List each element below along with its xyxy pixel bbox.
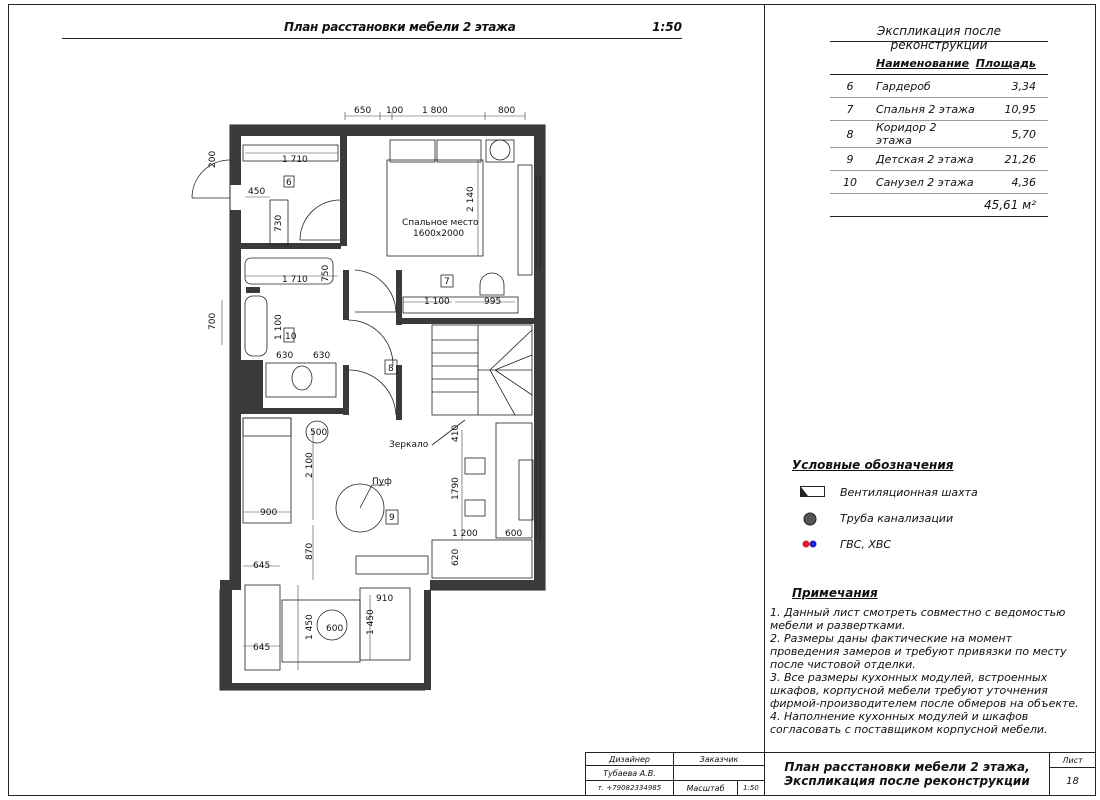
row-num: 6 [830, 75, 870, 98]
plant [490, 140, 510, 160]
room-8: 8 [388, 364, 394, 374]
door-swing-10 [348, 320, 393, 365]
row-area: 21,26 [976, 148, 1048, 171]
note-item: 3. Все размеры кухонных модулей, встроенных шкафов, корпусной мебели требуют уточнения фирмой-производителем после обмеров на объекте. [770, 671, 1079, 710]
dim-600a: 600 [505, 529, 523, 539]
legend-label: Вентиляционная шахта [840, 486, 978, 499]
row-num: 10 [830, 171, 870, 194]
dim-top-800: 800 [498, 106, 516, 116]
dim-630b: 630 [313, 351, 331, 361]
bed-label: Спальное место [402, 218, 479, 228]
bed-size: 1600х2000 [413, 229, 465, 239]
sheet-number: 18 [1049, 767, 1096, 796]
balcony-sofa [245, 585, 280, 670]
sheet-label: Лист [1049, 752, 1096, 768]
door-swing-6 [300, 200, 340, 240]
vent-shaft [246, 287, 260, 293]
chair [480, 273, 504, 295]
row-area: 3,34 [976, 75, 1048, 98]
door-swing-8 [355, 270, 396, 312]
dim-870: 870 [305, 542, 315, 560]
wardrobe-closet [518, 165, 532, 275]
wall-left-lower [220, 580, 232, 690]
room-7: 7 [444, 277, 450, 287]
table-row [830, 171, 1048, 194]
dim-645a: 645 [253, 561, 271, 571]
pillow [437, 140, 481, 162]
legend-title: Условные обозначения [792, 458, 954, 472]
explication-table [830, 52, 1048, 217]
sheet-title: План расстановки мебели 2 этажа, Экспликация после реконструкции [764, 752, 1050, 796]
dim-1790: 1790 [451, 477, 461, 500]
wall-int-6 [343, 365, 349, 415]
dim-1450b: 1 450 [366, 609, 376, 635]
wall-int-5 [396, 318, 534, 324]
dim-500: 500 [310, 428, 328, 438]
note-item: 2. Размеры даны фактические на момент проведения замеров и требуют привязки по месту после чистовой отделки. [770, 632, 1067, 671]
total-area: 45,61 м² [976, 194, 1048, 217]
sheet-divider [764, 4, 765, 796]
shower-tray [245, 296, 267, 356]
vent-shaft-icon [800, 486, 826, 498]
wall-bottom [220, 683, 430, 690]
explication-title: Экспликация после реконструкции [830, 24, 1048, 42]
desk-cabinet [496, 423, 532, 538]
dim-645b: 645 [253, 643, 271, 653]
outer-wall [220, 125, 545, 690]
dim-1100a: 1 100 [274, 314, 284, 340]
dim-top-650: 650 [354, 106, 372, 116]
wall-balcony-right [424, 590, 431, 690]
dim-910: 910 [376, 594, 394, 604]
wall-top [230, 125, 545, 136]
dim-2140: 2 140 [466, 186, 476, 212]
dim-600b: 600 [326, 624, 344, 634]
customer-label: Заказчик [673, 752, 765, 766]
room-6: 6 [286, 178, 292, 188]
balcony-rug [282, 600, 360, 662]
dim-top-100: 100 [386, 106, 404, 116]
notes-title: Примечания [792, 586, 878, 600]
dim-750: 750 [321, 264, 331, 282]
dim-200: 200 [208, 150, 218, 168]
room-10: 10 [285, 332, 297, 342]
dim-450: 450 [248, 187, 266, 197]
dim-1450a: 1 450 [305, 614, 315, 640]
wall-bottom-right [430, 580, 545, 590]
window-sill [519, 460, 533, 520]
sewer-pipe-icon [800, 512, 826, 526]
designer-name: Тубаева А.В. [585, 765, 674, 781]
wall-left-upper [230, 125, 241, 185]
row-name: Спальня 2 этажа [870, 98, 976, 121]
col-name-header: Наименование [870, 52, 976, 75]
sill [356, 556, 428, 574]
dim-620: 620 [451, 548, 461, 566]
row-num: 8 [830, 121, 870, 148]
dim-630a: 630 [276, 351, 294, 361]
dim-line [243, 566, 280, 646]
row-num: 9 [830, 148, 870, 171]
row-name: Санузел 2 этажа [870, 171, 976, 194]
row-name: Коридор 2 этажа [870, 121, 976, 148]
notes-list [770, 606, 1080, 736]
chair [465, 500, 485, 516]
title-block [585, 752, 1096, 796]
dim-700: 700 [208, 312, 218, 330]
table-row [830, 98, 1048, 121]
col-num [830, 52, 870, 75]
stair-treads [432, 325, 532, 415]
customer-name [673, 765, 765, 781]
dim-1710b: 1 710 [282, 275, 308, 285]
room-9: 9 [389, 513, 395, 523]
row-num: 7 [830, 98, 870, 121]
table-row [830, 148, 1048, 171]
vanity [266, 363, 336, 397]
wall-int-4 [396, 270, 402, 325]
wall-int-1 [340, 136, 347, 246]
row-area: 10,95 [976, 98, 1048, 121]
dim-730: 730 [274, 214, 284, 232]
dim-900: 900 [260, 508, 278, 518]
cabinet-bottom [432, 540, 532, 578]
plan-title: План расстановки мебели 2 этажа [284, 20, 516, 34]
wall-int-3 [343, 270, 349, 320]
col-area-header: Площадь [976, 52, 1048, 75]
dim-2100: 2 100 [305, 452, 315, 478]
legend-label: ГВС, ХВС [840, 538, 892, 551]
dim-1100b: 1 100 [424, 297, 450, 307]
row-name: Гардероб [870, 75, 976, 98]
designer-phone: т. +79082334985 [585, 780, 674, 796]
toilet [292, 366, 312, 390]
scale-value: 1:50 [737, 780, 765, 796]
door-swing-9 [349, 370, 396, 415]
sofa-back [243, 418, 291, 436]
dim-top-1800: 1 800 [422, 106, 448, 116]
scale-label: Масштаб [673, 780, 738, 796]
chair [465, 458, 485, 474]
pillow [390, 140, 435, 162]
water-supply-icon [800, 538, 826, 550]
row-name: Детская 2 этажа [870, 148, 976, 171]
dim-1200: 1 200 [452, 529, 478, 539]
dim-995: 995 [484, 297, 502, 307]
table-row [830, 75, 1048, 98]
dim-1710: 1 710 [282, 155, 308, 165]
table-total-row [830, 194, 1048, 217]
note-item: 4. Наполнение кухонных модулей и шкафов согласовать с поставщиком корпусной мебели. [770, 710, 1048, 736]
wall-int-2 [241, 243, 341, 249]
mirror-label: Зеркало [389, 440, 429, 450]
row-area: 4,36 [976, 171, 1048, 194]
dim-410: 410 [451, 424, 461, 442]
table-row [830, 121, 1048, 148]
wall-int-9 [241, 360, 263, 410]
row-area: 5,70 [976, 121, 1048, 148]
pouf-label: Пуф [372, 477, 392, 487]
plan-scale: 1:50 [652, 20, 682, 34]
note-item: 1. Данный лист смотреть совместно с ведомостью мебели и развертками. [770, 606, 1066, 632]
wall-left-mid [230, 210, 241, 590]
legend-label: Труба канализации [840, 512, 954, 525]
designer-label: Дизайнер [585, 752, 674, 766]
